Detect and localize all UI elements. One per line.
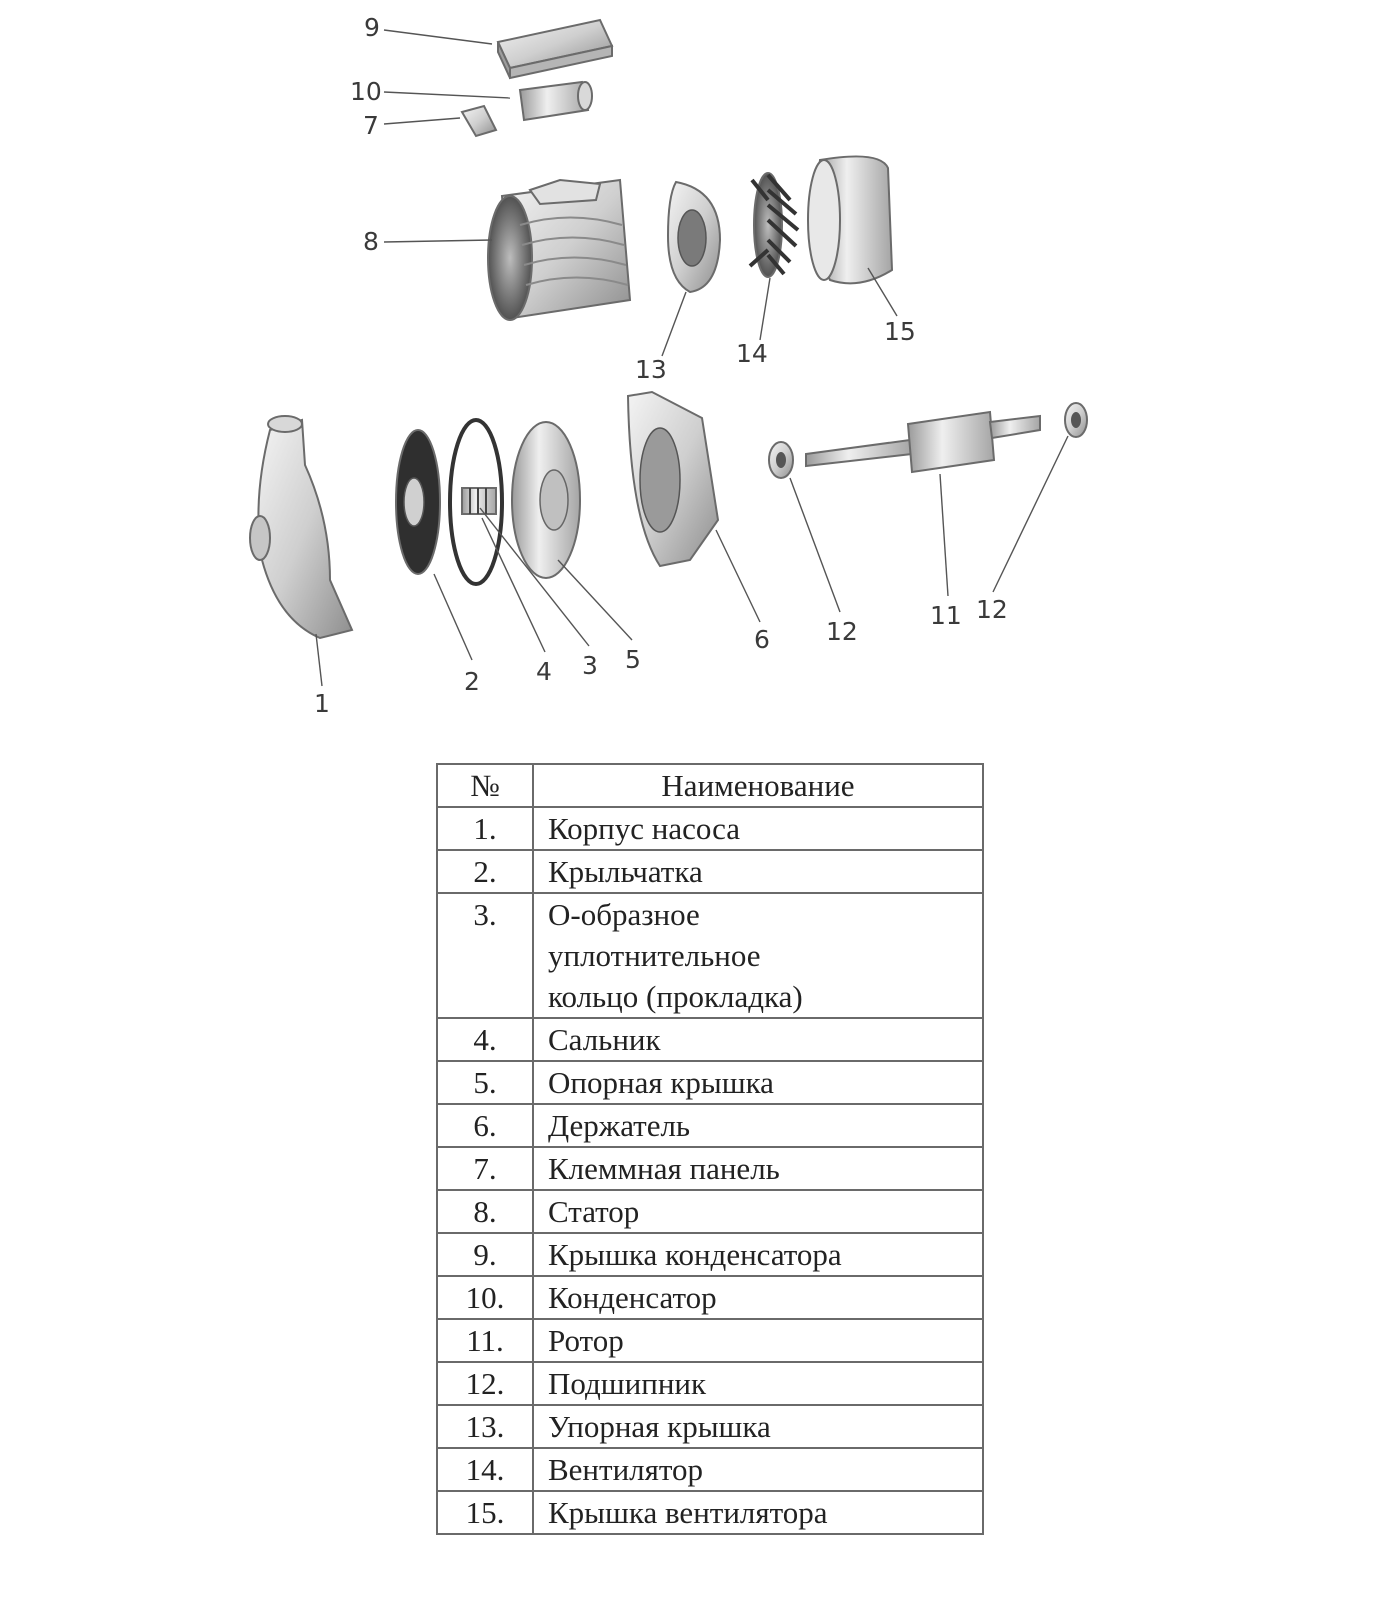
callout-1: 1: [314, 689, 330, 718]
table-row: [437, 1319, 983, 1362]
row-name: Ротор: [533, 1319, 983, 1362]
table-row: [437, 1147, 983, 1190]
part-capacitor-cover: [498, 20, 612, 78]
part-bearing-left: [769, 442, 793, 478]
row-number: 3.: [437, 893, 533, 1018]
row-number: 12.: [437, 1362, 533, 1405]
callout-10: 10: [350, 77, 382, 106]
row-name: Крышка конденсатора: [533, 1233, 983, 1276]
row-name: Конденсатор: [533, 1276, 983, 1319]
row-name: Держатель: [533, 1104, 983, 1147]
callout-5: 5: [625, 645, 641, 674]
row-name: Статор: [533, 1190, 983, 1233]
row-name: Вентилятор: [533, 1448, 983, 1491]
row-number: 13.: [437, 1405, 533, 1448]
table-row: [437, 1233, 983, 1276]
callout-15: 15: [884, 317, 916, 346]
row-name: О-образное уплотнительное кольцо (прокладка): [533, 893, 983, 1018]
callout-12a: 12: [826, 617, 858, 646]
row-number: 7.: [437, 1147, 533, 1190]
callout-14: 14: [736, 339, 768, 368]
header-name: Наименование: [533, 764, 983, 807]
part-capacitor: [520, 82, 592, 120]
table-header-row: [437, 764, 983, 807]
table-row: [437, 1190, 983, 1233]
row-name: Опорная крышка: [533, 1061, 983, 1104]
table-row: [437, 807, 983, 850]
part-bracket-holder: [628, 392, 718, 566]
part-pump-housing: [250, 416, 352, 638]
callout-13: 13: [635, 355, 667, 384]
row-number: 5.: [437, 1061, 533, 1104]
row-number: 14.: [437, 1448, 533, 1491]
row-name: Корпус насоса: [533, 807, 983, 850]
leader-lines: [316, 30, 1068, 686]
header-number: №: [437, 764, 533, 807]
part-impeller: [396, 430, 440, 574]
callout-6: 6: [754, 625, 770, 654]
row-name: Клеммная панель: [533, 1147, 983, 1190]
row-number: 9.: [437, 1233, 533, 1276]
row-name: Крышка вентилятора: [533, 1491, 983, 1534]
row-number: 11.: [437, 1319, 533, 1362]
row-name: Упорная крышка: [533, 1405, 983, 1448]
callout-labels: [314, 13, 1008, 718]
callout-8: 8: [363, 227, 379, 256]
exploded-view-diagram: [0, 0, 1400, 730]
table-row: [437, 850, 983, 893]
row-name: Сальник: [533, 1018, 983, 1061]
callout-7: 7: [363, 111, 379, 140]
part-terminal-block: [462, 106, 496, 136]
table-row: [437, 1061, 983, 1104]
callout-4: 4: [536, 657, 552, 686]
table-row: [437, 1448, 983, 1491]
row-number: 10.: [437, 1276, 533, 1319]
callout-12b: 12: [976, 595, 1008, 624]
table-row: [437, 1018, 983, 1061]
row-number: 4.: [437, 1018, 533, 1061]
parts-table: [436, 763, 984, 1535]
part-seal: [462, 488, 496, 514]
table-row: [437, 1405, 983, 1448]
row-number: 2.: [437, 850, 533, 893]
callout-11: 11: [930, 601, 962, 630]
row-name: Крыльчатка: [533, 850, 983, 893]
table-row: [437, 1491, 983, 1534]
row-number: 6.: [437, 1104, 533, 1147]
part-fan-cover: [808, 156, 892, 283]
row-name: Подшипник: [533, 1362, 983, 1405]
table-row: [437, 893, 983, 1018]
part-stator: [488, 180, 630, 320]
part-rotor: [806, 412, 1040, 472]
part-bearing-right: [1065, 403, 1087, 437]
row-number: 15.: [437, 1491, 533, 1534]
callout-3: 3: [582, 651, 598, 680]
row-number: 1.: [437, 807, 533, 850]
callout-2: 2: [464, 667, 480, 696]
part-fan: [750, 173, 798, 277]
callout-9: 9: [364, 13, 380, 42]
part-thrust-cover: [668, 182, 720, 292]
table-row: [437, 1104, 983, 1147]
table-row: [437, 1276, 983, 1319]
part-bracket-cover: [512, 422, 580, 578]
table-row: [437, 1362, 983, 1405]
row-number: 8.: [437, 1190, 533, 1233]
